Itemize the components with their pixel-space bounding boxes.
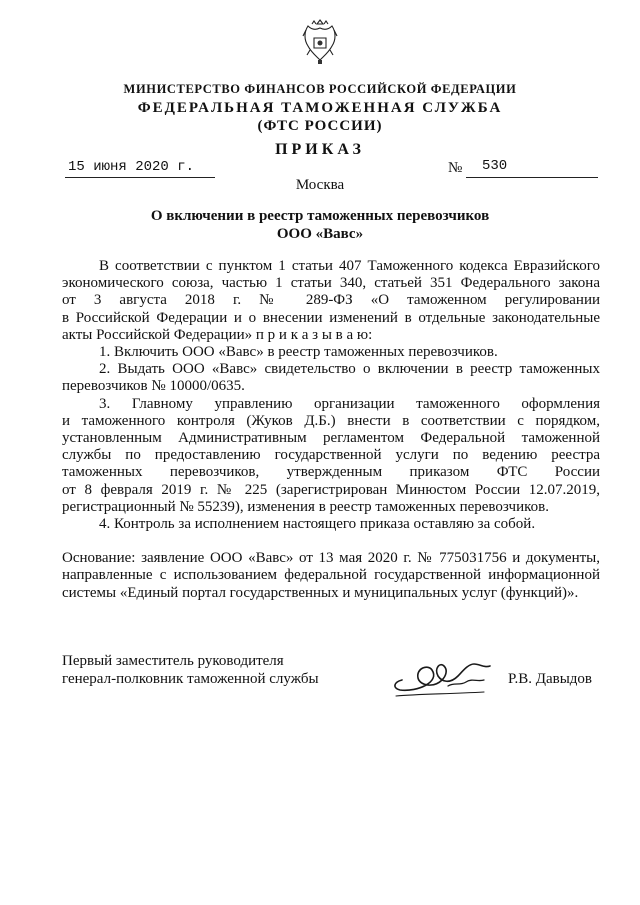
basis-line: системы «Единый портал государственных и муниципальных услуг (функций)».: [62, 584, 579, 601]
number-sign: №: [448, 160, 463, 176]
signatory-position-line-2: генерал-полковник таможенной службы: [62, 671, 319, 687]
clause-1: 1. Включить ООО «Вавс» в реестр таможенных перевозчиков.: [99, 344, 498, 361]
clause-2-line: перевозчиков № 10000/0635.: [62, 378, 245, 395]
clause-3-line: таможенных перевозчиков, утвержденным приказом ФТС России: [62, 464, 600, 481]
body-line: В соответствии с пунктом 1 статьи 407 Таможенного кодекса Евразийского: [99, 258, 600, 274]
clause-3-line: 3. Главному управлению организации таможенного оформления: [99, 395, 600, 412]
body-line: экономического союза, частью 1 статьи 340, статьей 351 Федерального закона: [62, 275, 600, 292]
service-short-name: (ФТС РОССИИ): [257, 118, 383, 134]
city-name: Москва: [295, 177, 345, 193]
body-line: акты Российской Федерации» п р и к а з ы в а ю:: [62, 326, 373, 343]
clause-4: 4. Контроль за исполнением настоящего приказа оставляю за собой.: [99, 516, 536, 533]
basis-line: Основание: заявление ООО «Вавс» от 13 мая 2020 г. № 775031756 и документы,: [62, 550, 600, 567]
order-date: 15 июня 2020 г.: [68, 159, 195, 175]
clause-3-line: от 8 февраля 2019 г. № 225 (зарегистрирован Минюстом России 12.07.2019,: [62, 481, 600, 498]
clause-2-line: 2. Выдать ООО «Вавс» свидетельство о включении в реестр таможенных: [99, 361, 600, 378]
clause-3-line: регистрационный № 55239), изменения в реестр таможенных перевозчиков.: [62, 498, 549, 515]
coat-of-arms-emblem-icon: [300, 16, 340, 66]
spacer: [62, 533, 600, 550]
ministry-name: МИНИСТЕРСТВО ФИНАНСОВ РОССИЙСКОЙ ФЕДЕРАЦИИ: [123, 82, 517, 96]
clause-3-line: установленным Административным регламентом Федеральной таможенной: [62, 430, 600, 447]
body-line: от 3 августа 2018 г. № 289-ФЗ «О таможенном регулировании: [62, 292, 600, 309]
clause-3-line: и таможенного контроля (Жуков Д.Б.) внести в соответствии с порядком,: [62, 412, 600, 429]
signatory-name: Р.В. Давыдов: [508, 671, 592, 687]
service-name: ФЕДЕРАЛЬНАЯ ТАМОЖЕННАЯ СЛУЖБА: [137, 100, 503, 116]
order-body: [62, 258, 600, 602]
subject-line-2: ООО «Вавс»: [276, 226, 364, 242]
handwritten-signature-icon: [388, 652, 504, 702]
body-line: в Российской Федерации и о внесении изменений в отдельные законодательные: [62, 309, 600, 326]
order-number: 530: [482, 158, 508, 174]
document-type-title: ПРИКАЗ: [275, 141, 365, 158]
clause-3-line: службы по предоставлению государственной услуги по ведению реестра: [62, 447, 600, 464]
basis-line: направленные с использованием федеральной государственной информационной: [62, 567, 600, 584]
signatory-position-line-1: Первый заместитель руководителя: [62, 653, 284, 669]
subject-line-1: О включении в реестр таможенных перевозчиков: [150, 208, 490, 224]
